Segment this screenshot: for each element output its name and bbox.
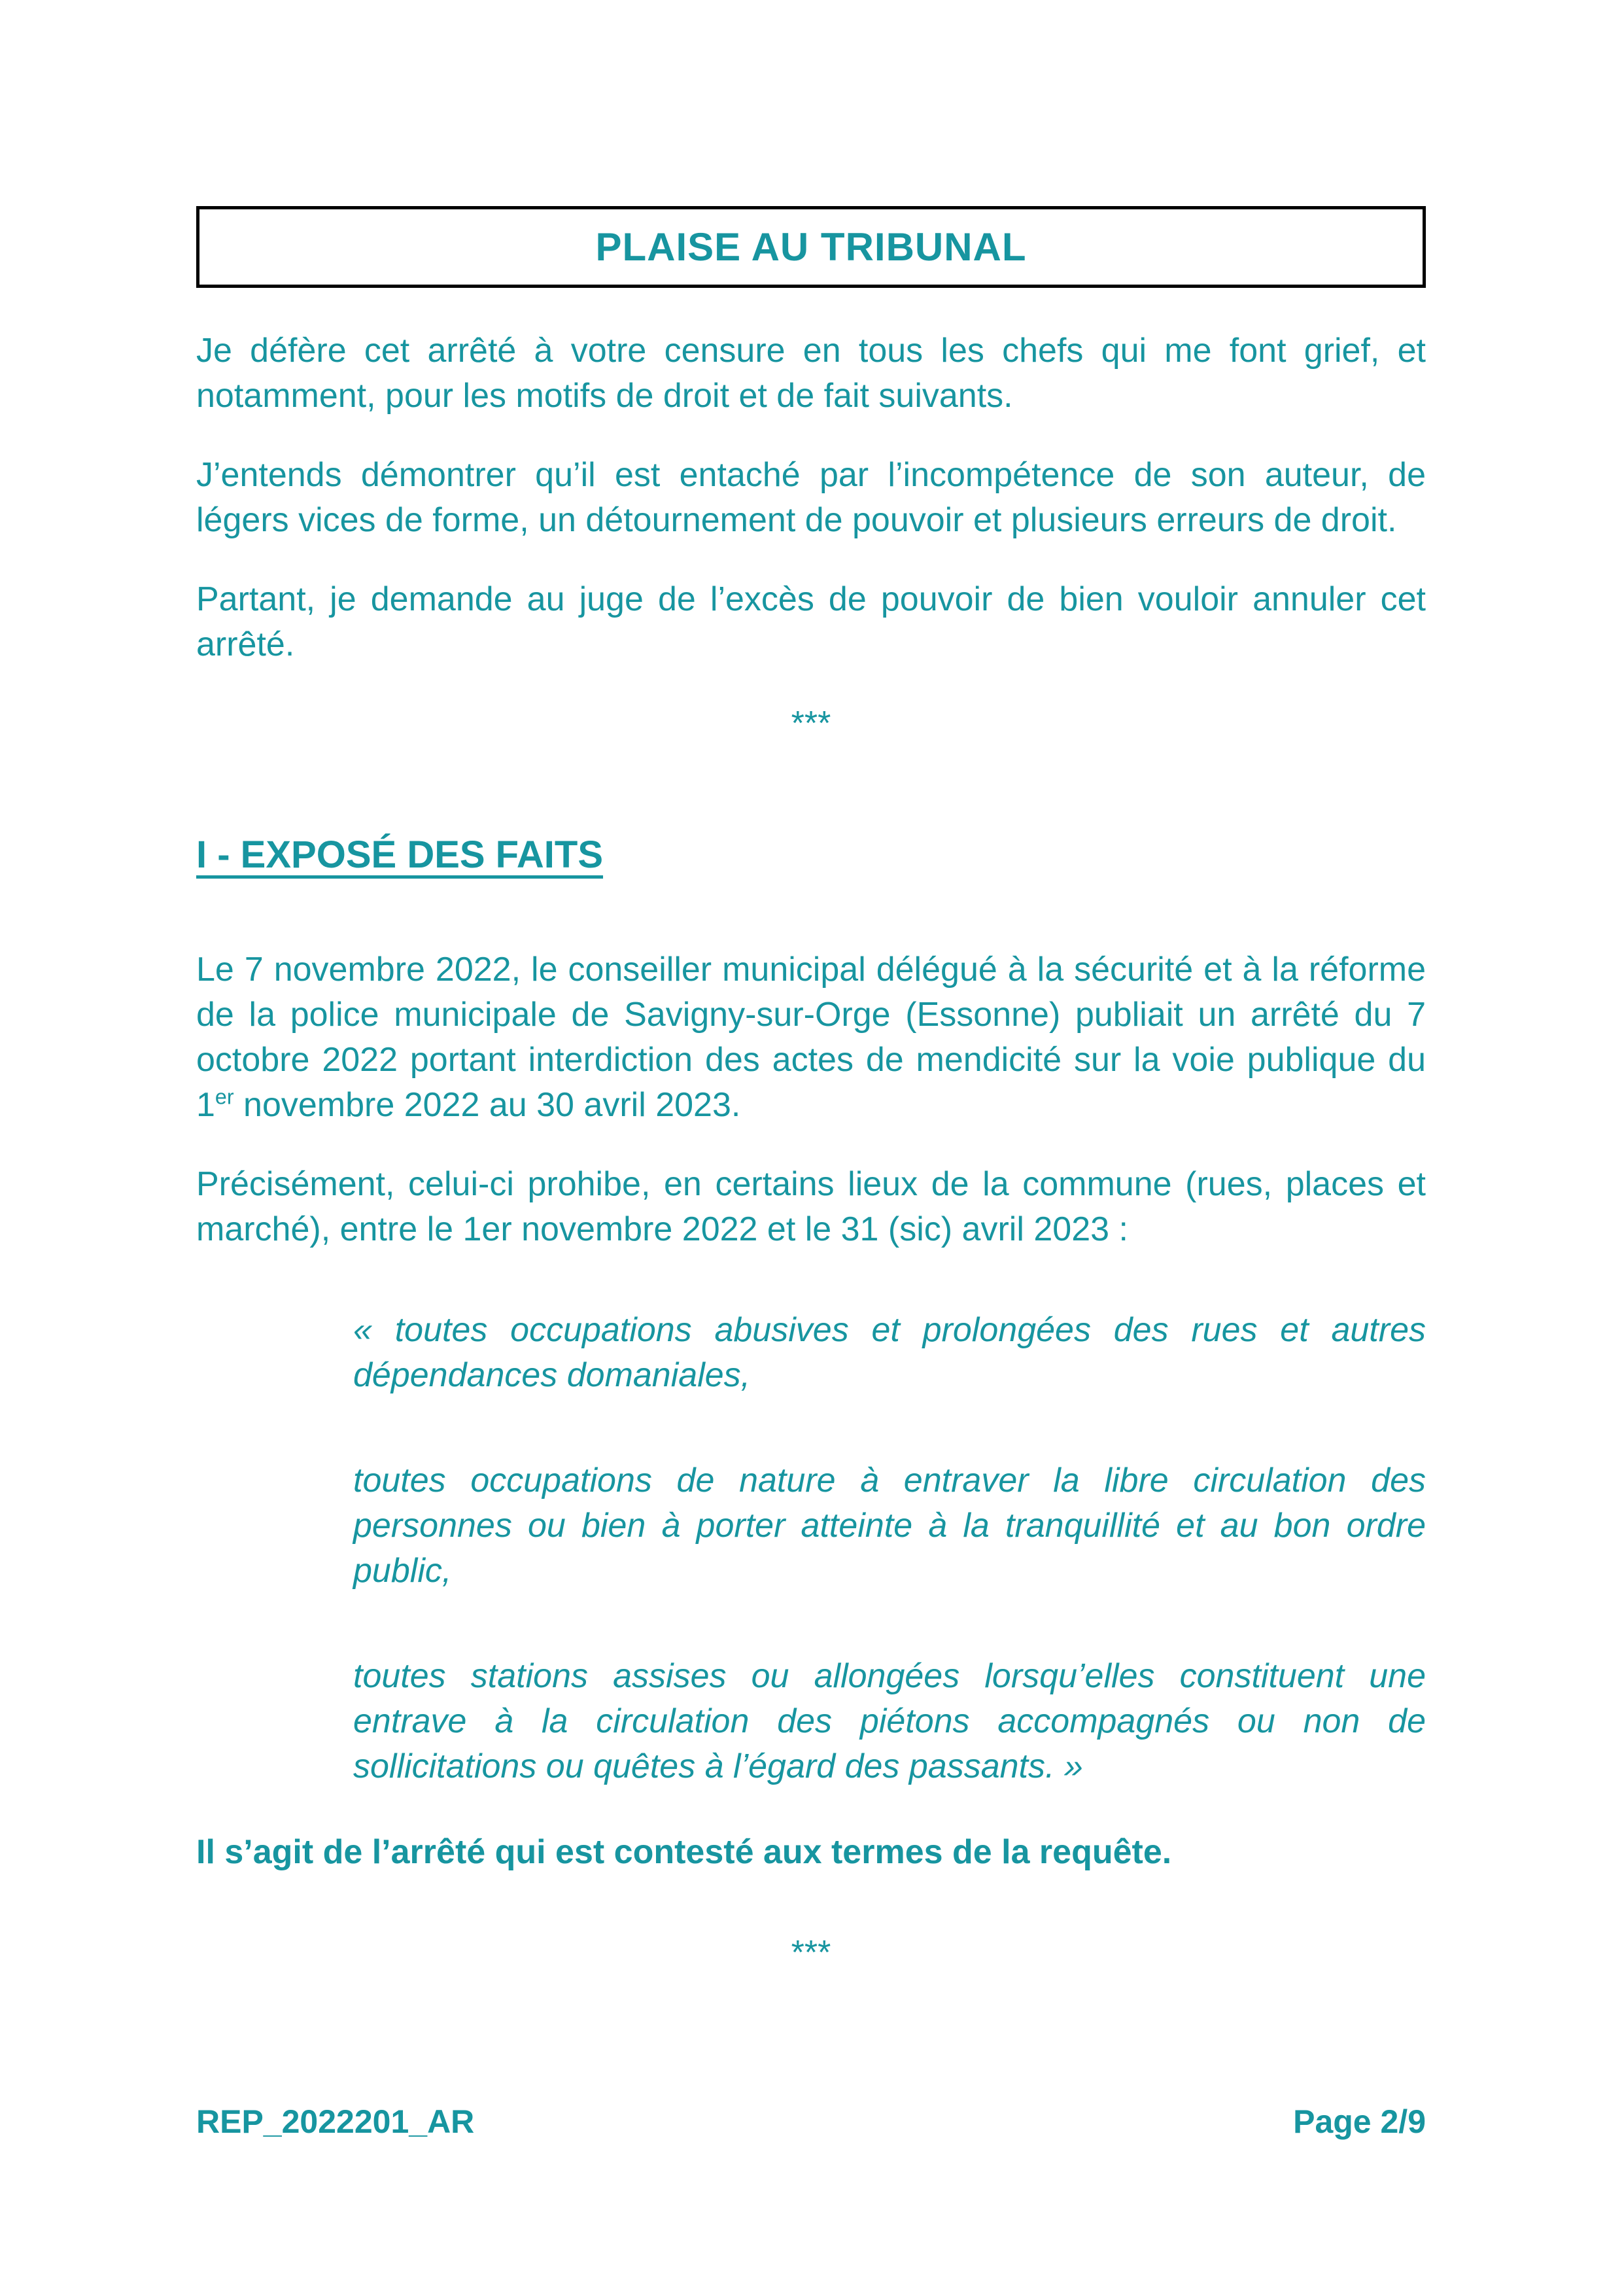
paragraph-le-7-novembre-part1: Le 7 novembre 2022, le conseiller municipal délégué à la sécurité et à la réforme de la police municipale de Savigny-sur-Orge (Essonne) publiait un arrêté du 7 octobre 2022 portant interdiction des actes de mendicité sur la voie publique du 1 — [196, 951, 1426, 1124]
section-heading-expose-des-faits: I - EXPOSÉ DES FAITS — [196, 833, 604, 876]
title-box — [196, 206, 1426, 288]
footer-doc-ref: REP_2022201_AR — [196, 2103, 475, 2140]
paragraph-le-7-novembre — [196, 947, 1426, 1128]
page-content — [196, 0, 1426, 1976]
statement-arrete-conteste: Il s’agit de l’arrêté qui est contesté aux termes de la requête. — [196, 1833, 1172, 1871]
paragraph-entends-demontrer: J’entends démontrer qu’il est entaché par l’incompétence de son auteur, de légers vices de forme, un détournement de pouvoir et plusieurs erreurs de droit. — [196, 456, 1426, 539]
superscript-er: er — [215, 1085, 234, 1109]
page-title: PLAISE AU TRIBUNAL — [595, 225, 1027, 269]
page-footer — [196, 2101, 1426, 2142]
quote-stations-assises: toutes stations assises ou allongées lorsqu’elles constituent une entrave à la circulation des piétons accompagnés ou non de sollicitations ou quêtes à l’égard des passants. » — [353, 1657, 1426, 1785]
quote-occupations-abusives: « toutes occupations abusives et prolongées des rues et autres dépendances domaniales, — [353, 1311, 1426, 1394]
quote-libre-circulation: toutes occupations de nature à entraver la libre circulation des personnes ou bien à porter atteinte à la tranquillité et au bon ordre public, — [353, 1462, 1426, 1590]
paragraph-defere: Je défère cet arrêté à votre censure en tous les chefs qui me font grief, et notamment, pour les motifs de droit et de fait suivants. — [196, 332, 1426, 415]
separator-asterisks-top: *** — [791, 705, 831, 743]
paragraph-partant: Partant, je demande au juge de l’excès de pouvoir de bien vouloir annuler cet arrêté. — [196, 580, 1426, 663]
paragraph-le-7-novembre-part2: novembre 2022 au 30 avril 2023. — [233, 1086, 741, 1124]
footer-page-number: Page 2/9 — [1293, 2103, 1426, 2140]
paragraph-precisement: Précisément, celui-ci prohibe, en certains lieux de la commune (rues, places et marché), entre le 1er novembre 2022 et le 31 (sic) avril 2023 : — [196, 1165, 1426, 1248]
separator-asterisks-bottom: *** — [791, 1934, 831, 1972]
